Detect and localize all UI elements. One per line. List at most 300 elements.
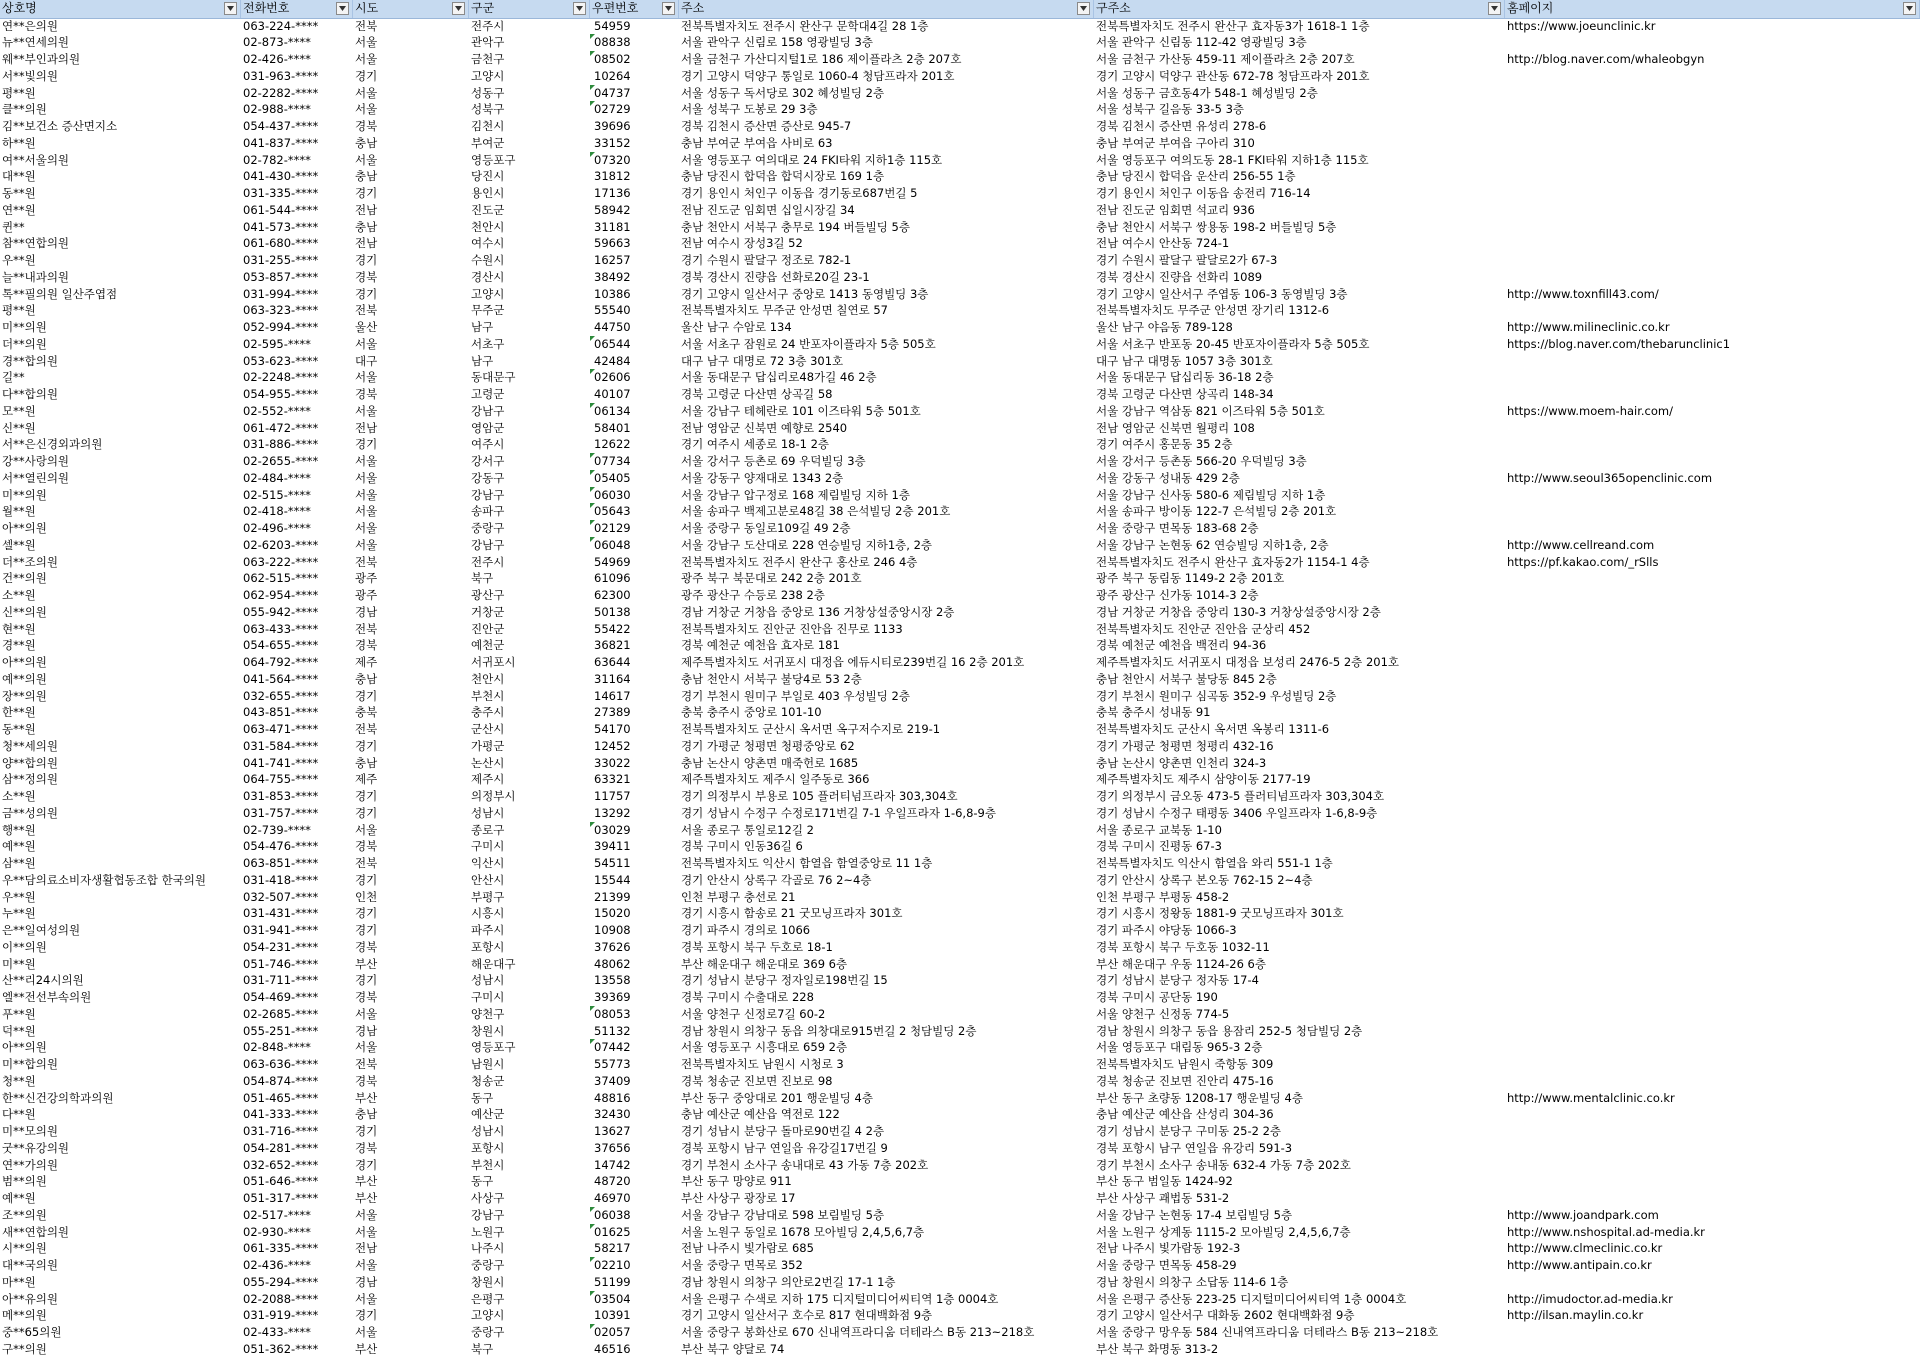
cell-homepage[interactable] [1505,436,1920,453]
cell-store-name[interactable] [0,554,241,571]
cell-zip[interactable] [590,838,679,855]
cell-store-name[interactable] [0,1123,241,1140]
cell-store-name[interactable] [0,889,241,906]
cell-homepage[interactable] [1505,554,1920,571]
cell-homepage[interactable] [1505,704,1920,721]
cell-province[interactable] [353,537,469,554]
cell-address[interactable] [679,1307,1094,1324]
cell-zip[interactable] [590,302,679,319]
cell-old-address[interactable] [1094,554,1505,571]
cell-store-name[interactable] [0,168,241,185]
cell-old-address[interactable] [1094,436,1505,453]
cell-phone[interactable] [241,420,353,437]
cell-phone[interactable] [241,235,353,252]
cell-homepage[interactable] [1505,671,1920,688]
cell-phone[interactable] [241,252,353,269]
cell-old-address[interactable] [1094,202,1505,219]
cell-address[interactable] [679,822,1094,839]
cell-district[interactable] [469,85,590,102]
cell-province[interactable] [353,135,469,152]
cell-province[interactable] [353,252,469,269]
cell-homepage[interactable] [1505,185,1920,202]
cell-old-address[interactable] [1094,788,1505,805]
cell-old-address[interactable] [1094,654,1505,671]
cell-zip[interactable] [590,805,679,822]
cell-zip[interactable] [590,570,679,587]
cell-old-address[interactable] [1094,872,1505,889]
cell-homepage[interactable] [1505,219,1920,236]
cell-address[interactable] [679,252,1094,269]
cell-address[interactable] [679,1023,1094,1040]
cell-phone[interactable] [241,101,353,118]
cell-old-address[interactable] [1094,1056,1505,1073]
cell-address[interactable] [679,805,1094,822]
cell-address[interactable] [679,1056,1094,1073]
cell-homepage[interactable] [1505,1324,1920,1341]
cell-zip[interactable] [590,202,679,219]
cell-old-address[interactable] [1094,85,1505,102]
cell-store-name[interactable] [0,972,241,989]
cell-district[interactable] [469,520,590,537]
cell-zip[interactable] [590,353,679,370]
cell-district[interactable] [469,1140,590,1157]
cell-zip[interactable] [590,972,679,989]
cell-old-address[interactable] [1094,721,1505,738]
cell-old-address[interactable] [1094,972,1505,989]
cell-zip[interactable] [590,1140,679,1157]
cell-old-address[interactable] [1094,738,1505,755]
cell-zip[interactable] [590,1341,679,1358]
cell-address[interactable] [679,1173,1094,1190]
cell-address[interactable] [679,922,1094,939]
cell-district[interactable] [469,235,590,252]
cell-address[interactable] [679,85,1094,102]
cell-zip[interactable] [590,621,679,638]
cell-store-name[interactable] [0,621,241,638]
cell-address[interactable] [679,704,1094,721]
cell-zip[interactable] [590,1207,679,1224]
cell-phone[interactable] [241,738,353,755]
cell-province[interactable] [353,34,469,51]
cell-zip[interactable] [590,554,679,571]
cell-zip[interactable] [590,235,679,252]
cell-district[interactable] [469,989,590,1006]
cell-address[interactable] [679,487,1094,504]
cell-store-name[interactable] [0,1073,241,1090]
filter-dropdown-icon[interactable] [336,2,349,15]
cell-phone[interactable] [241,771,353,788]
cell-old-address[interactable] [1094,637,1505,654]
cell-old-address[interactable] [1094,1291,1505,1308]
cell-address[interactable] [679,436,1094,453]
cell-store-name[interactable] [0,671,241,688]
cell-province[interactable] [353,185,469,202]
header-store-name[interactable] [0,0,241,18]
cell-district[interactable] [469,838,590,855]
filter-dropdown-icon[interactable] [1488,2,1501,15]
cell-zip[interactable] [590,1157,679,1174]
cell-zip[interactable] [590,470,679,487]
cell-store-name[interactable] [0,68,241,85]
cell-store-name[interactable] [0,688,241,705]
cell-homepage[interactable] [1505,688,1920,705]
cell-store-name[interactable] [0,1006,241,1023]
cell-district[interactable] [469,1023,590,1040]
cell-homepage[interactable] [1505,235,1920,252]
cell-zip[interactable] [590,1073,679,1090]
cell-district[interactable] [469,738,590,755]
cell-province[interactable] [353,1307,469,1324]
cell-address[interactable] [679,654,1094,671]
filter-dropdown-icon[interactable] [1903,2,1916,15]
cell-province[interactable] [353,1257,469,1274]
cell-store-name[interactable] [0,1190,241,1207]
cell-store-name[interactable] [0,503,241,520]
cell-homepage[interactable] [1505,838,1920,855]
cell-homepage[interactable] [1505,1073,1920,1090]
cell-province[interactable] [353,889,469,906]
cell-zip[interactable] [590,85,679,102]
cell-district[interactable] [469,805,590,822]
cell-homepage[interactable] [1505,1140,1920,1157]
cell-homepage[interactable] [1505,202,1920,219]
cell-homepage[interactable] [1505,1123,1920,1140]
cell-homepage[interactable] [1505,1257,1920,1274]
cell-address[interactable] [679,788,1094,805]
cell-district[interactable] [469,286,590,303]
cell-homepage[interactable] [1505,755,1920,772]
cell-store-name[interactable] [0,369,241,386]
cell-zip[interactable] [590,34,679,51]
header-homepage[interactable] [1505,0,1920,18]
cell-phone[interactable] [241,1207,353,1224]
cell-address[interactable] [679,872,1094,889]
cell-zip[interactable] [590,436,679,453]
cell-address[interactable] [679,587,1094,604]
cell-address[interactable] [679,1123,1094,1140]
cell-zip[interactable] [590,1123,679,1140]
cell-phone[interactable] [241,1023,353,1040]
cell-address[interactable] [679,353,1094,370]
cell-district[interactable] [469,654,590,671]
cell-old-address[interactable] [1094,1240,1505,1257]
cell-district[interactable] [469,453,590,470]
cell-district[interactable] [469,1106,590,1123]
cell-homepage[interactable] [1505,1291,1920,1308]
cell-district[interactable] [469,671,590,688]
cell-address[interactable] [679,838,1094,855]
cell-address[interactable] [679,554,1094,571]
cell-store-name[interactable] [0,587,241,604]
cell-old-address[interactable] [1094,855,1505,872]
cell-province[interactable] [353,755,469,772]
cell-homepage[interactable] [1505,1056,1920,1073]
cell-store-name[interactable] [0,403,241,420]
cell-store-name[interactable] [0,1257,241,1274]
cell-province[interactable] [353,721,469,738]
cell-address[interactable] [679,302,1094,319]
cell-province[interactable] [353,403,469,420]
cell-zip[interactable] [590,453,679,470]
cell-province[interactable] [353,118,469,135]
cell-province[interactable] [353,302,469,319]
cell-store-name[interactable] [0,604,241,621]
cell-phone[interactable] [241,453,353,470]
cell-homepage[interactable] [1505,1106,1920,1123]
cell-province[interactable] [353,235,469,252]
cell-zip[interactable] [590,503,679,520]
cell-district[interactable] [469,34,590,51]
cell-phone[interactable] [241,202,353,219]
cell-province[interactable] [353,269,469,286]
cell-store-name[interactable] [0,252,241,269]
cell-store-name[interactable] [0,905,241,922]
cell-old-address[interactable] [1094,1224,1505,1241]
cell-address[interactable] [679,235,1094,252]
cell-phone[interactable] [241,1106,353,1123]
cell-phone[interactable] [241,671,353,688]
cell-zip[interactable] [590,336,679,353]
cell-address[interactable] [679,101,1094,118]
cell-homepage[interactable] [1505,1341,1920,1358]
cell-address[interactable] [679,637,1094,654]
cell-phone[interactable] [241,1173,353,1190]
cell-province[interactable] [353,503,469,520]
cell-homepage[interactable] [1505,68,1920,85]
cell-old-address[interactable] [1094,185,1505,202]
cell-address[interactable] [679,68,1094,85]
cell-old-address[interactable] [1094,1173,1505,1190]
cell-phone[interactable] [241,1324,353,1341]
cell-homepage[interactable] [1505,336,1920,353]
cell-store-name[interactable] [0,738,241,755]
cell-address[interactable] [679,972,1094,989]
cell-homepage[interactable] [1505,286,1920,303]
cell-phone[interactable] [241,286,353,303]
cell-district[interactable] [469,386,590,403]
cell-district[interactable] [469,889,590,906]
cell-district[interactable] [469,688,590,705]
cell-province[interactable] [353,671,469,688]
cell-store-name[interactable] [0,1157,241,1174]
cell-zip[interactable] [590,939,679,956]
cell-address[interactable] [679,319,1094,336]
cell-district[interactable] [469,18,590,35]
cell-store-name[interactable] [0,1173,241,1190]
cell-old-address[interactable] [1094,487,1505,504]
cell-homepage[interactable] [1505,738,1920,755]
cell-province[interactable] [353,1140,469,1157]
cell-old-address[interactable] [1094,1274,1505,1291]
cell-store-name[interactable] [0,704,241,721]
cell-phone[interactable] [241,1123,353,1140]
cell-store-name[interactable] [0,336,241,353]
cell-homepage[interactable] [1505,872,1920,889]
cell-store-name[interactable] [0,453,241,470]
cell-homepage[interactable] [1505,487,1920,504]
cell-province[interactable] [353,319,469,336]
cell-district[interactable] [469,872,590,889]
cell-store-name[interactable] [0,838,241,855]
cell-old-address[interactable] [1094,1073,1505,1090]
cell-homepage[interactable] [1505,805,1920,822]
cell-old-address[interactable] [1094,1090,1505,1107]
cell-address[interactable] [679,18,1094,35]
cell-phone[interactable] [241,872,353,889]
cell-address[interactable] [679,135,1094,152]
cell-phone[interactable] [241,1140,353,1157]
cell-store-name[interactable] [0,1106,241,1123]
cell-phone[interactable] [241,587,353,604]
cell-phone[interactable] [241,85,353,102]
cell-homepage[interactable] [1505,822,1920,839]
cell-old-address[interactable] [1094,51,1505,68]
cell-homepage[interactable] [1505,85,1920,102]
cell-district[interactable] [469,587,590,604]
cell-district[interactable] [469,1173,590,1190]
cell-phone[interactable] [241,436,353,453]
cell-zip[interactable] [590,604,679,621]
cell-phone[interactable] [241,721,353,738]
cell-store-name[interactable] [0,855,241,872]
cell-phone[interactable] [241,34,353,51]
cell-phone[interactable] [241,51,353,68]
cell-phone[interactable] [241,939,353,956]
cell-old-address[interactable] [1094,1341,1505,1358]
cell-province[interactable] [353,788,469,805]
cell-district[interactable] [469,939,590,956]
cell-store-name[interactable] [0,939,241,956]
cell-district[interactable] [469,1341,590,1358]
cell-homepage[interactable] [1505,1274,1920,1291]
cell-phone[interactable] [241,1307,353,1324]
cell-homepage[interactable] [1505,604,1920,621]
filter-dropdown-icon[interactable] [224,2,237,15]
cell-phone[interactable] [241,1291,353,1308]
cell-address[interactable] [679,420,1094,437]
cell-zip[interactable] [590,185,679,202]
cell-province[interactable] [353,219,469,236]
cell-homepage[interactable] [1505,905,1920,922]
cell-province[interactable] [353,1157,469,1174]
cell-address[interactable] [679,1224,1094,1241]
cell-phone[interactable] [241,554,353,571]
cell-zip[interactable] [590,1324,679,1341]
cell-store-name[interactable] [0,520,241,537]
cell-province[interactable] [353,1106,469,1123]
cell-old-address[interactable] [1094,453,1505,470]
cell-district[interactable] [469,336,590,353]
cell-province[interactable] [353,1073,469,1090]
cell-old-address[interactable] [1094,905,1505,922]
cell-homepage[interactable] [1505,369,1920,386]
cell-old-address[interactable] [1094,386,1505,403]
cell-homepage[interactable] [1505,353,1920,370]
cell-phone[interactable] [241,1090,353,1107]
cell-store-name[interactable] [0,1207,241,1224]
cell-zip[interactable] [590,51,679,68]
cell-old-address[interactable] [1094,922,1505,939]
cell-phone[interactable] [241,369,353,386]
cell-store-name[interactable] [0,1023,241,1040]
cell-province[interactable] [353,336,469,353]
cell-province[interactable] [353,68,469,85]
cell-old-address[interactable] [1094,101,1505,118]
cell-old-address[interactable] [1094,688,1505,705]
cell-old-address[interactable] [1094,302,1505,319]
cell-old-address[interactable] [1094,1123,1505,1140]
cell-old-address[interactable] [1094,18,1505,35]
cell-address[interactable] [679,1291,1094,1308]
cell-zip[interactable] [590,822,679,839]
cell-homepage[interactable] [1505,101,1920,118]
cell-zip[interactable] [590,1291,679,1308]
cell-old-address[interactable] [1094,420,1505,437]
cell-address[interactable] [679,989,1094,1006]
cell-district[interactable] [469,905,590,922]
cell-province[interactable] [353,905,469,922]
cell-phone[interactable] [241,336,353,353]
cell-zip[interactable] [590,889,679,906]
cell-store-name[interactable] [0,185,241,202]
cell-old-address[interactable] [1094,621,1505,638]
header-province[interactable] [353,0,469,18]
cell-district[interactable] [469,1291,590,1308]
cell-store-name[interactable] [0,1090,241,1107]
filter-dropdown-icon[interactable] [662,2,675,15]
cell-homepage[interactable] [1505,520,1920,537]
cell-district[interactable] [469,1207,590,1224]
cell-homepage[interactable] [1505,118,1920,135]
cell-province[interactable] [353,386,469,403]
header-old-address[interactable] [1094,0,1505,18]
cell-old-address[interactable] [1094,34,1505,51]
cell-address[interactable] [679,855,1094,872]
cell-store-name[interactable] [0,989,241,1006]
cell-phone[interactable] [241,1224,353,1241]
cell-phone[interactable] [241,135,353,152]
cell-old-address[interactable] [1094,520,1505,537]
cell-province[interactable] [353,554,469,571]
cell-store-name[interactable] [0,755,241,772]
cell-zip[interactable] [590,1023,679,1040]
cell-store-name[interactable] [0,51,241,68]
cell-address[interactable] [679,269,1094,286]
cell-zip[interactable] [590,1190,679,1207]
cell-store-name[interactable] [0,805,241,822]
cell-province[interactable] [353,855,469,872]
cell-phone[interactable] [241,1190,353,1207]
cell-zip[interactable] [590,721,679,738]
cell-homepage[interactable] [1505,1307,1920,1324]
cell-homepage[interactable] [1505,453,1920,470]
cell-zip[interactable] [590,671,679,688]
cell-store-name[interactable] [0,18,241,35]
cell-district[interactable] [469,771,590,788]
cell-province[interactable] [353,1190,469,1207]
cell-province[interactable] [353,152,469,169]
cell-store-name[interactable] [0,286,241,303]
cell-phone[interactable] [241,219,353,236]
cell-province[interactable] [353,1090,469,1107]
cell-phone[interactable] [241,1006,353,1023]
cell-store-name[interactable] [0,1291,241,1308]
cell-province[interactable] [353,101,469,118]
cell-province[interactable] [353,1207,469,1224]
cell-homepage[interactable] [1505,470,1920,487]
cell-province[interactable] [353,369,469,386]
cell-store-name[interactable] [0,202,241,219]
